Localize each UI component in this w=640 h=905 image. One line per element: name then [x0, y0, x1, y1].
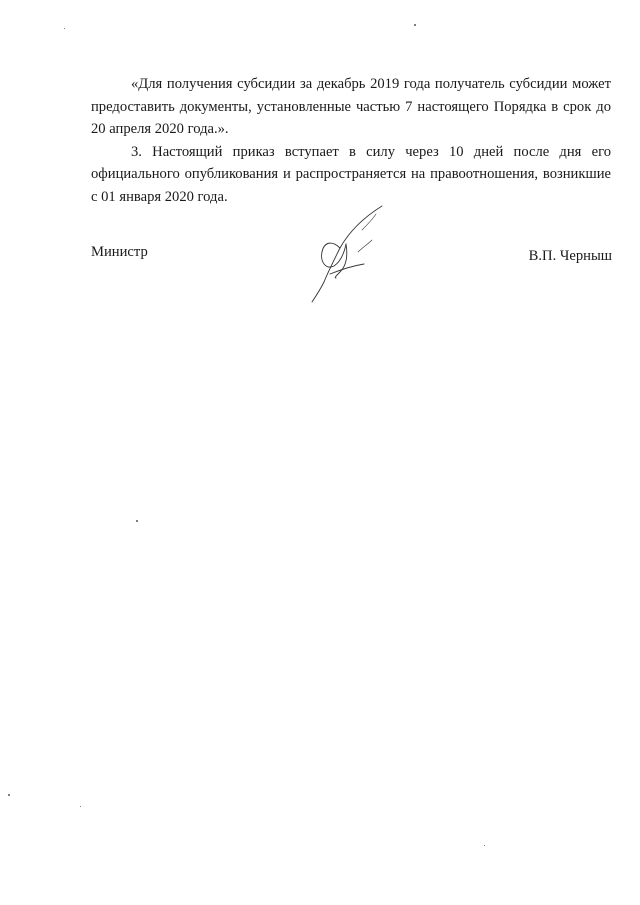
scan-speck: [136, 520, 138, 522]
document-body: [91, 73, 611, 209]
handwritten-signature: [300, 200, 400, 305]
scan-speck: [80, 806, 81, 807]
scan-speck: [414, 24, 416, 26]
paragraph-3-entry-into-force: 3. Настоящий приказ вступает в силу через 10 дней после дня его официального опубликования и распространяется на правоотношения, возникшие с 01 января 2020 года.: [91, 143, 611, 205]
paragraph-subsidy-december: «Для получения субсидии за декабрь 2019 года получатель субсидии может предоставить документы, установленные частью 7 настоящего Порядка в срок до 20 апреля 2020 года.».: [91, 76, 611, 138]
scan-speck: [484, 845, 485, 846]
signatory-title: Министр: [91, 244, 148, 260]
signatory-name: В.П. Черныш: [528, 248, 612, 264]
scan-speck: [64, 28, 65, 29]
scan-speck: [8, 794, 10, 796]
